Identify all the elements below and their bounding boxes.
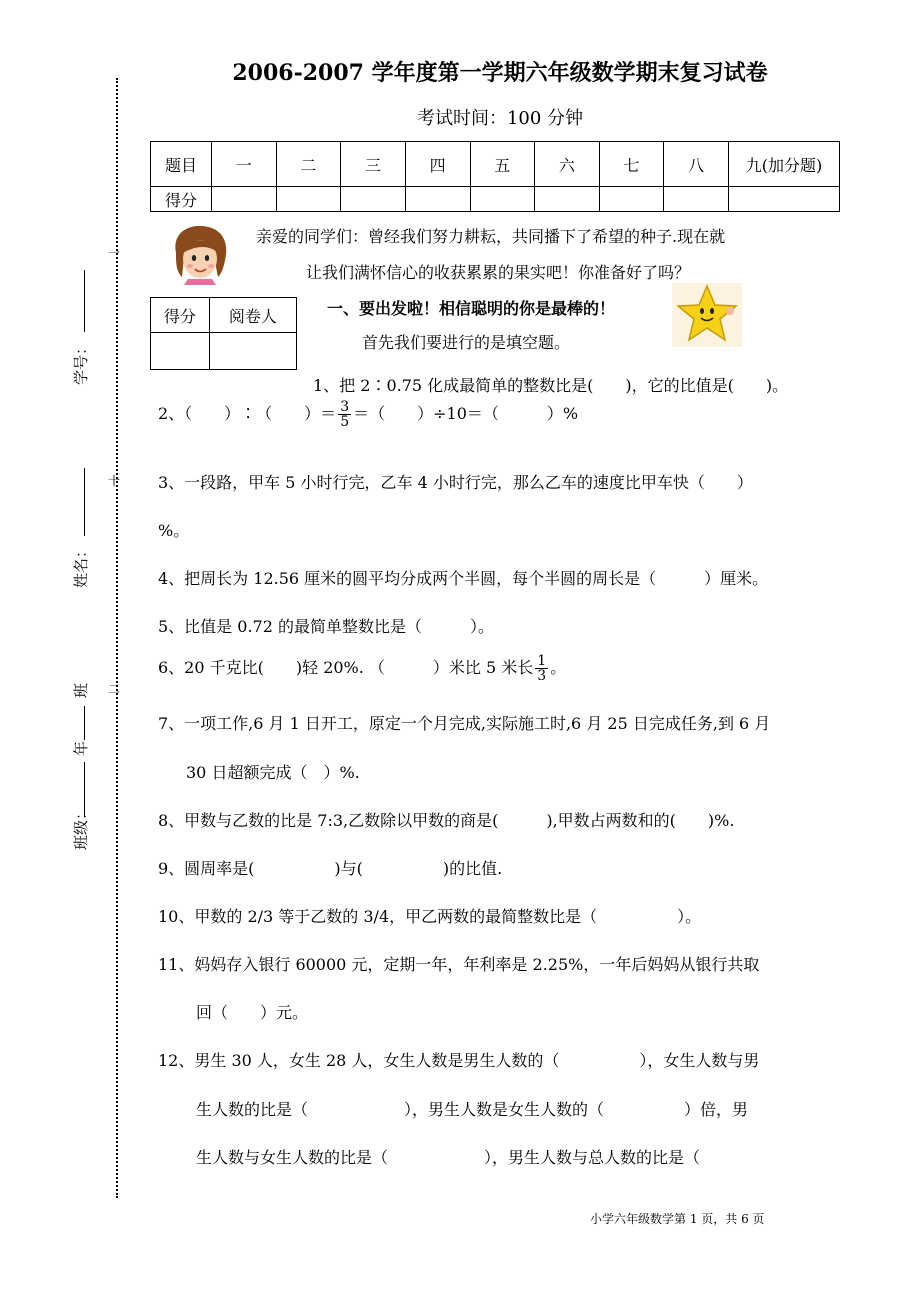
score-row-label: 得分 (151, 187, 212, 212)
question-11-line-1: 11、妈妈存入银行 60000 元，定期一年，年利率是 2.25%，一年后妈妈从银行共取 (158, 955, 760, 974)
question-9: 9、圆周率是( )与( )的比值. (158, 859, 503, 878)
question-2-part-a: 2、（ ）∶（ ）＝ (158, 404, 337, 423)
exam-duration: 考试时间：100 分钟 (416, 108, 584, 129)
question-10: 10、甲数的 2/3 等于乙数的 3/4，甲乙两数的最简整数比是（ ）。 (158, 907, 702, 926)
section-1-intro: 首先我们要进行的是填空题。 (362, 333, 571, 352)
question-6 (158, 654, 566, 683)
side-mark-top: 一 (108, 246, 121, 260)
score-cell[interactable] (599, 187, 664, 212)
header-cell: 九(加分题) (729, 142, 840, 187)
name-label: 姓名： (72, 542, 90, 588)
question-7-line-1: 7、一项工作,6 月 1 日开工，原定一个月完成,实际施工时,6 月 25 日完成任务,到 6 月 (158, 714, 771, 733)
class-blank[interactable] (84, 762, 85, 816)
header-cell: 一 (212, 142, 277, 187)
question-5: 5、比值是 0.72 的最简单整数比是（ ）。 (158, 617, 494, 636)
question-3-line-1: 3、一段路，甲车 5 小时行完，乙车 4 小时行完，那么乙车的速度比甲车快（ ） (158, 473, 753, 492)
question-12-line-3: 生人数与女生人数的比是（ ），男生人数与总人数的比是（ (196, 1148, 701, 1167)
question-4: 4、把周长为 12.56 厘米的圆平均分成两个半圆，每个半圆的周长是（ ）厘米。 (158, 569, 769, 588)
class-label: 班级： (72, 804, 90, 850)
side-mark-middle: 十 (108, 474, 121, 488)
star-cartoon-icon (672, 283, 742, 347)
score-cell[interactable] (276, 187, 341, 212)
header-cell: 五 (470, 142, 535, 187)
score-table (150, 141, 840, 212)
question-2 (158, 400, 578, 429)
question-6-part-b: 。 (550, 658, 567, 677)
student-number-blank[interactable] (84, 270, 85, 332)
header-cell: 四 (405, 142, 470, 187)
reader-table (150, 297, 297, 370)
grade-label: 年 (72, 740, 90, 756)
fraction-numerator: 1 (537, 653, 547, 669)
girl-cartoon-icon (168, 223, 232, 285)
fraction-one-third (535, 654, 548, 683)
score-cell[interactable] (470, 187, 535, 212)
score-cell[interactable] (535, 187, 600, 212)
question-12-line-2: 生人数的比是（ ），男生人数是女生人数的（ ）倍，男 (196, 1100, 749, 1119)
greeting-line-2: 让我们满怀信心的收获累累的果实吧！你准备好了吗？ (306, 263, 691, 282)
score-cell[interactable] (405, 187, 470, 212)
reader-score-header: 得分 (151, 298, 210, 333)
header-cell: 六 (535, 142, 600, 187)
header-cell: 七 (599, 142, 664, 187)
question-6-part-a: 6、20 千克比( )轻 20%. （ ）米比 5 米长 (158, 658, 534, 677)
fraction-denominator: 3 (537, 668, 547, 684)
question-1: 1、把 2∶0.75 化成最简单的整数比是( )，它的比值是( )。 (313, 376, 789, 395)
ban-label: 班 (72, 682, 90, 698)
fraction-three-fifths (338, 400, 351, 429)
score-cell[interactable] (729, 187, 840, 212)
reader-name-cell[interactable] (209, 333, 296, 370)
fraction-denominator: 5 (340, 414, 350, 430)
reader-score-cell[interactable] (151, 333, 210, 370)
question-12-line-1: 12、男生 30 人，女生 28 人，女生人数是男生人数的（ ），女生人数与男 (158, 1051, 760, 1070)
question-3-line-2: %。 (158, 521, 190, 540)
header-cell: 三 (341, 142, 406, 187)
fraction-numerator: 3 (340, 399, 350, 415)
question-7-line-2: 30 日超额完成（ ）%. (186, 763, 360, 782)
grade-blank[interactable] (84, 706, 85, 740)
score-cell[interactable] (212, 187, 277, 212)
page-title: 2006-2007 学年度第一学期六年级数学期末复习试卷 (232, 60, 768, 86)
student-number-label: 学号： (72, 339, 90, 385)
score-cell[interactable] (341, 187, 406, 212)
reader-name-header: 阅卷人 (209, 298, 296, 333)
score-cell[interactable] (664, 187, 729, 212)
page-footer: 小学六年级数学第 1 页，共 6 页 (590, 1212, 765, 1226)
question-2-part-b: ＝（ ）÷10＝（ ）% (353, 404, 579, 423)
name-blank[interactable] (84, 468, 85, 536)
question-11-line-2: 回（ ）元。 (196, 1003, 309, 1022)
header-cell: 二 (276, 142, 341, 187)
question-8: 8、甲数与乙数的比是 7:3,乙数除以甲数的商是( ),甲数占两数和的( )%. (158, 811, 735, 830)
greeting-line-1: 亲爱的同学们：曾经我们努力耕耘，共同播下了希望的种子.现在就 (256, 227, 726, 246)
section-1-title: 一、要出发啦！相信聪明的你是最棒的！ (327, 299, 616, 318)
side-mark-bottom: 二 (108, 682, 121, 696)
header-cell: 八 (664, 142, 729, 187)
header-cell: 题目 (151, 142, 212, 187)
